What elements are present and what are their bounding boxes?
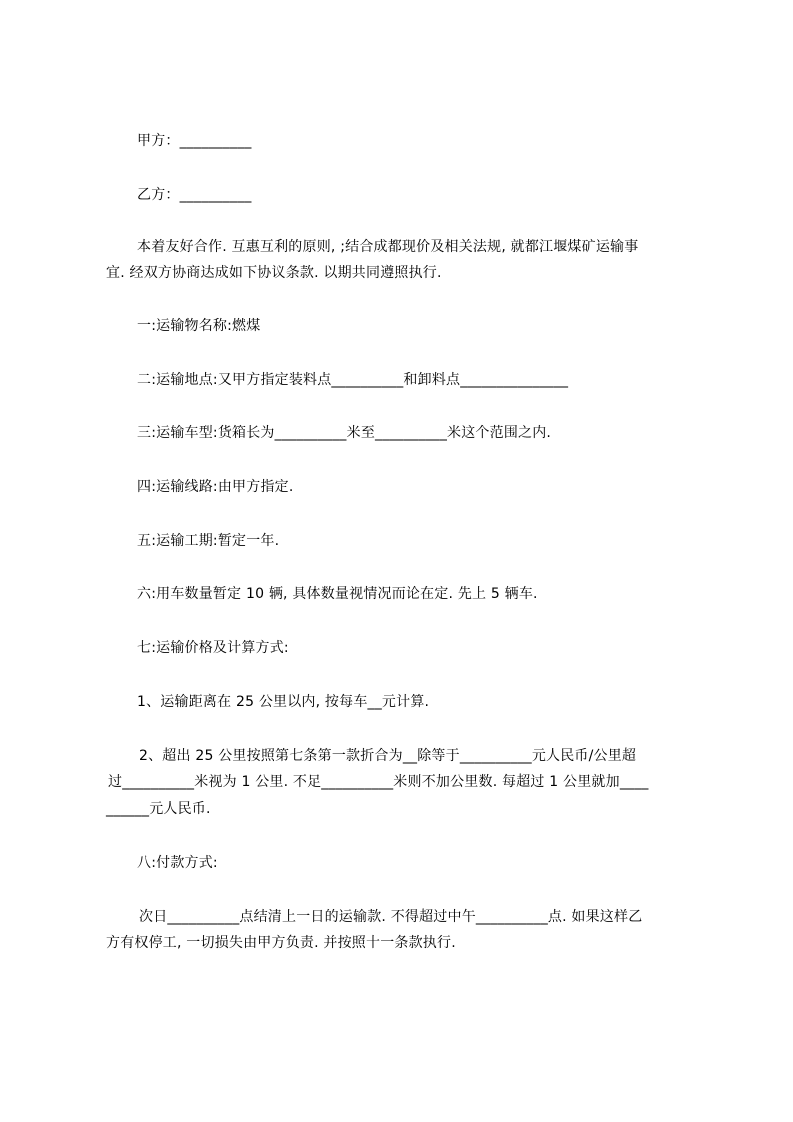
item-6: 六:用车数量暂定 10 辆, 具体数量视情况而论在定. 先上 5 辆车. <box>137 586 538 602</box>
item-7-2-line-2: 过__________米视为 1 公里. 不足__________米则不加公里数. 每超过 1 公里就加____ <box>108 774 649 790</box>
item-7-2-line-3: ______元人民币. <box>106 801 211 817</box>
item-7-1: 1、运输距离在 25 公里以内, 按每车__元计算. <box>137 694 430 710</box>
item-2: 二:运输地点:又甲方指定装料点__________和卸料点_______________ <box>137 372 569 388</box>
item-8-body-line-1: 次日__________点结清上一日的运输款. 不得超过中午__________点. 如果这样乙 <box>139 909 643 925</box>
item-1: 一:运输物名称:燃煤 <box>137 318 261 334</box>
item-8: 八:付款方式: <box>137 855 218 871</box>
item-5: 五:运输工期:暂定一年. <box>137 533 280 549</box>
item-8-body-line-2: 方有权停工, 一切损失由甲方负责. 并按照十一条款执行. <box>106 935 456 951</box>
item-7: 七:运输价格及计算方式: <box>137 640 289 656</box>
party-b-line: 乙方：__________ <box>137 187 252 203</box>
item-4: 四:运输线路:由甲方指定. <box>137 479 294 495</box>
item-3: 三:运输车型:货箱长为__________米至__________米这个范围之内. <box>137 425 552 441</box>
intro-line-1: 本着友好合作. 互惠互利的原则, ;结合成都现价及相关法规, 就都江堰煤矿运输事 <box>137 239 639 255</box>
item-7-2-line-1: 2、超出 25 公里按照第七条第一款折合为__除等于__________元人民币/公里超 <box>139 748 637 764</box>
intro-line-2: 宜. 经双方协商达成如下协议条款. 以期共同遵照执行. <box>106 265 442 281</box>
party-a-line: 甲方：__________ <box>137 133 252 149</box>
